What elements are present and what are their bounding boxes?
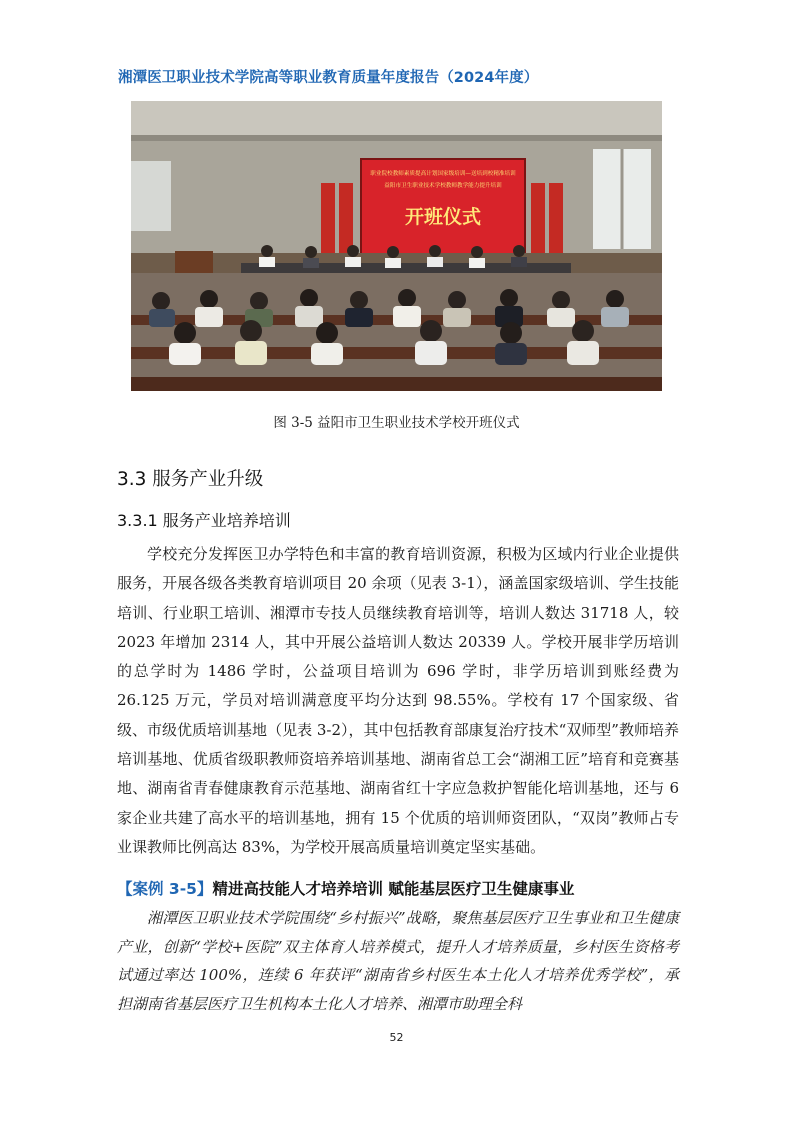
body-paragraph: 学校充分发挥医卫办学特色和丰富的教育培训资源，积极为区域内行业企业提供服务，开展各级各类教育培训项目 20 余项（见表 3-1），涵盖国家级培训、学生技能培训、行业职工培训、湘潭市专技人员继续教育培训等，培训人数达 31718 人，较 2023 年增加 2314 人，其中开展公益培训人数达 20339 人。学校开展非学历培训的总学时为 1486 学时，公益项目培训为 696 学时，非学历培训到账经费为 26.125 万元，学员对培训满意度平均分达到 98.55%。学校有 17 个国家级、省级、市级优质培训基地（见表 3-2），其中包括教育部康复治疗技术“双师型”教师培养培训基地、优质省级职教师资培养培训基地、湖南省总工会“湖湘工匠”培育和竞赛基地、湖南省青春健康教育示范基地、湖南省红十字应急救护智能化培训基地，还与 6 家企业共建了高水平的培训基地，拥有 15 个优质的培训师资团队，“双岗”教师占专业课教师比例高达 83%，为学校开展高质量培训奠定坚实基础。 (117, 545, 679, 856)
figure-caption: 图 3-5 益阳市卫生职业技术学校开班仪式 (273, 415, 520, 431)
window-left (131, 161, 171, 231)
running-header: 湘潭医卫职业技术学院高等职业教育质量年度报告（2024年度） (118, 70, 539, 86)
section-title: 3.3 服务产业升级 (117, 469, 264, 490)
subsection-title: 3.3.1 服务产业培养培训 (117, 511, 291, 530)
couplet-right-2 (549, 183, 563, 253)
ceremony-photo-illustration (131, 101, 662, 391)
case-paragraph: 湘潭医卫职业技术学院围绕“乡村振兴”战略，聚焦基层医疗卫生事业和卫生健康产业，创新“学校+医院”双主体育人培养模式，提升人才培养质量，乡村医生资格考试通过率达 100%，连续 6 年获评“湖南省乡村医生本土化人才培养优秀学校”，承担湖南省基层医疗卫生机构本土化人才培养、湘潭市助理全科 (117, 909, 679, 1013)
case-label: 案例 3-5 (132, 880, 197, 898)
case-bracket-close: 】 (196, 880, 213, 898)
case-heading: 精进高技能人才培养培训 赋能基层医疗卫生健康事业 (212, 880, 575, 898)
banner-main-title: 开班仪式 (404, 206, 482, 228)
banner-line-2: 益阳市卫生职业技术学校教师教学能力提升培训 (384, 183, 502, 189)
desk-row-3 (131, 377, 662, 391)
page-number: 52 (389, 1031, 404, 1044)
banner-line-1: 职业院校教师素质提高计划国家级培训—送培到校精准培训 (370, 171, 516, 177)
ceiling (131, 101, 662, 139)
couplet-left-2 (339, 183, 353, 253)
couplet-right-1 (531, 183, 545, 253)
case-bracket-open: 【 (117, 880, 133, 898)
case-title (117, 877, 574, 899)
training-ceremony-photo (131, 101, 662, 391)
couplet-left-1 (321, 183, 335, 253)
